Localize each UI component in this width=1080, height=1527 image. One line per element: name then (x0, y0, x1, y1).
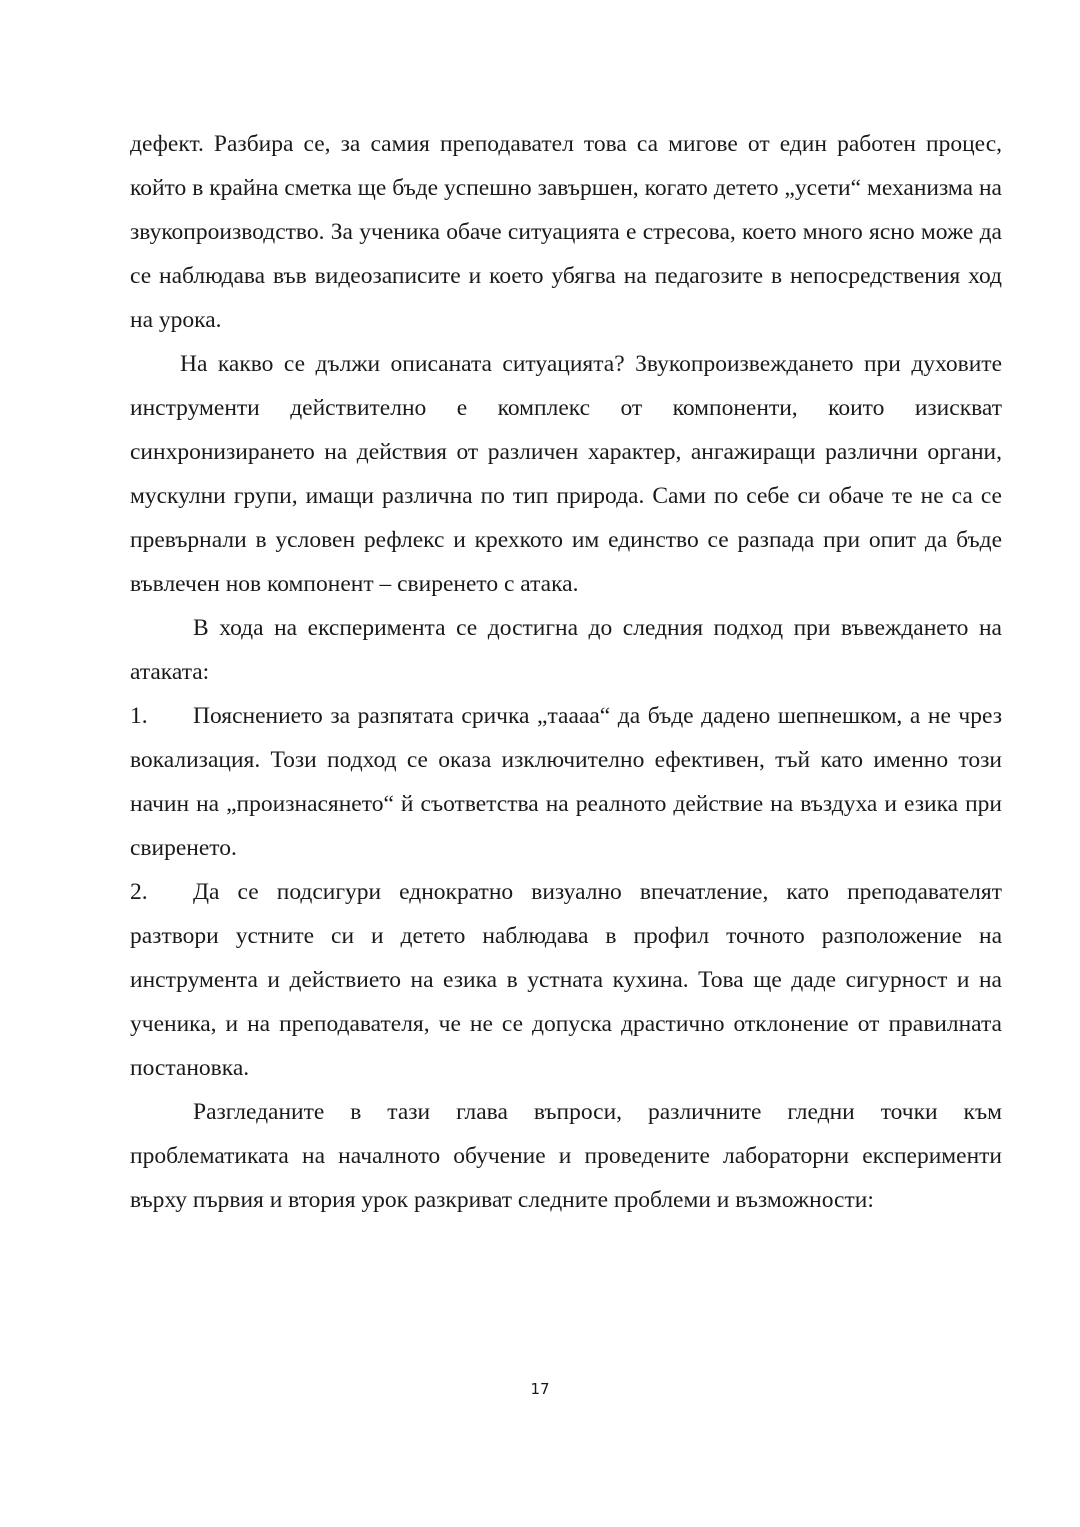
page-number: 17 (530, 1380, 550, 1398)
list-item-1 (130, 694, 1002, 870)
paragraph-continuation: дефект. Разбира се, за самия преподавател това са мигове от един работен процес, който в крайна сметка ще бъде успешно завършен, когато детето „усети“ механизма на звукопроизводство. За ученика обаче ситуацията е стресова, което много ясно може да се наблюдава във видеозаписите и което убягва на педагозите в непосредствения ход на урока. (130, 131, 1002, 333)
list-item-2 (130, 870, 1002, 1090)
list-number-2: 2. (130, 879, 148, 905)
list-text-1: Пояснението за разпятата сричка „таааа“ да бъде дадено шепнешком, а не чрез вокализация. Този подход се оказа изключително ефективен, тъй като именно този начин на „произнасянето“ й съответства на реалното действие на въздуха и езика при свиренето. (130, 703, 1002, 861)
paragraph-experiment-approach: В хода на експеримента се достигна до следния подход при въвеждането на атаката: (130, 615, 1002, 685)
paragraph-conclusion: Разгледаните в тази глава въпроси, различните гледни точки към проблематиката на началното обучение и проведените лабораторни експерименти върху първия и втория урок разкриват следните проблеми и възможности: (130, 1099, 1002, 1213)
list-number-1: 1. (130, 703, 148, 729)
body-text (130, 122, 1002, 1222)
list-text-2: Да се подсигури еднократно визуално впечатление, като преподавателят разтвори устните си и детето наблюдава в профил точното разположение на инструмента и действието на езика в устната кухина. Това ще даде сигурност и на ученика, и на преподавателя, че не се допуска драстично отклонение от правилната постановка. (130, 879, 1002, 1081)
paragraph-situation-cause: На какво се дължи описаната ситуацията? Звукопроизвеждането при духовите инструменти действително е комплекс от компоненти, които изискват синхронизирането на действия от различен характер, ангажиращи различни органи, мускулни групи, имащи различна по тип природа. Сами по себе си обаче те не са се превърнали в условен рефлекс и крехкото им единство се разпада при опит да бъде въвлечен нов компонент – свиренето с атака. (130, 351, 1002, 597)
